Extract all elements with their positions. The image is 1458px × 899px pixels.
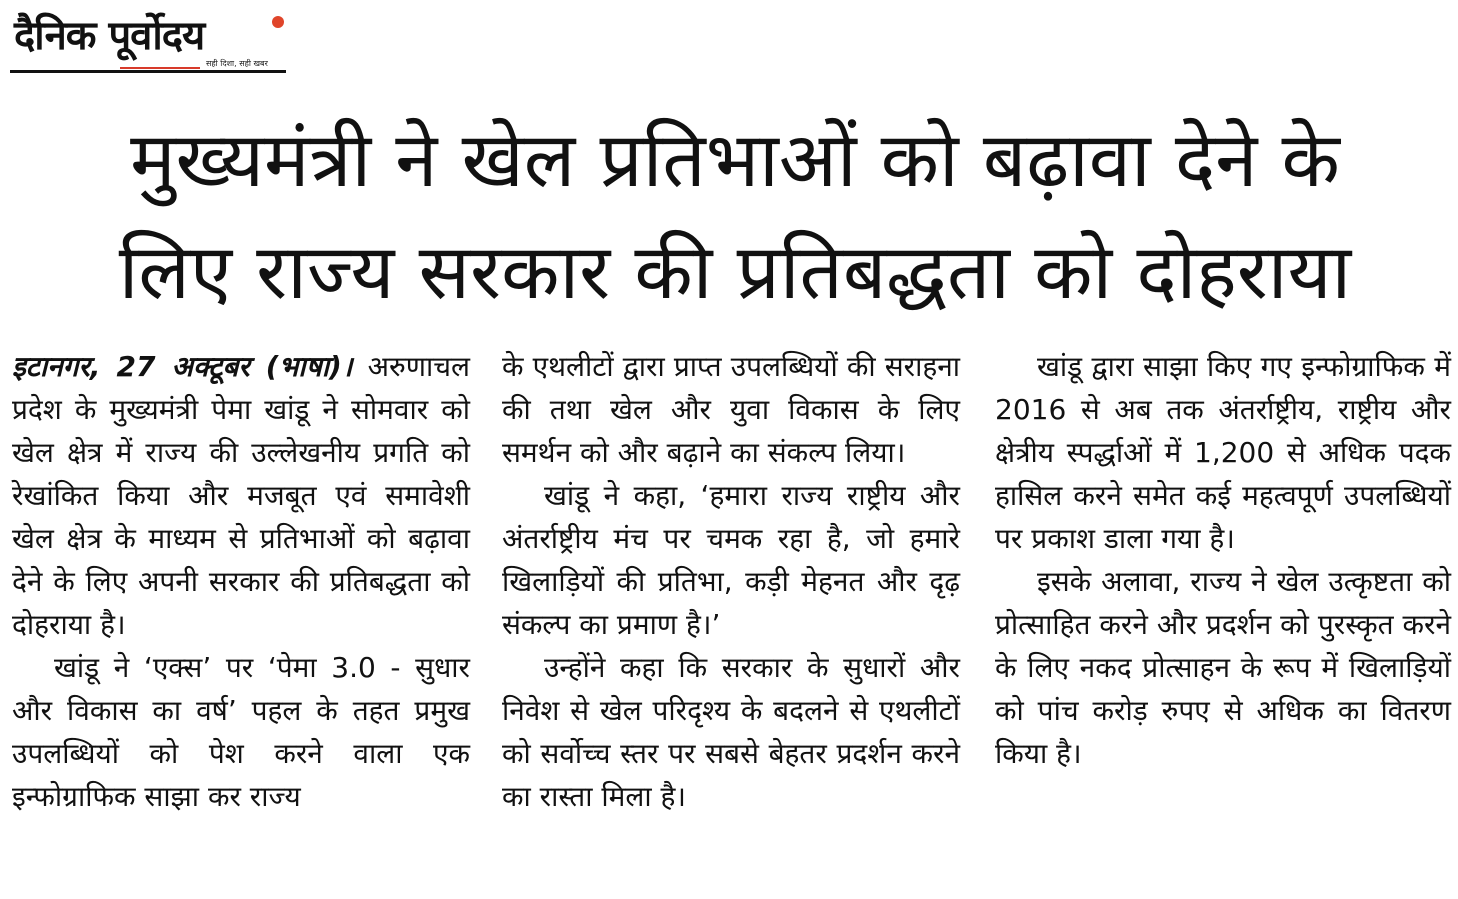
article-paragraph-6: इसके अलावा, राज्य ने खेल उत्कृष्टता को प्रोत्साहित करने और प्रदर्शन को पुरस्कृत करने के लिए नकद प्रोत्साहन के रूप में खिलाड़ियों को पांच करोड़ रुपए से अधिक का वितरण किया है।	[995, 565, 1451, 770]
masthead-accent-line	[120, 67, 200, 69]
article-paragraph-3: खांडू ने कहा, ‘हमारा राज्य राष्ट्रीय और अंतर्राष्ट्रीय मंच पर चमक रहा है, जो हमारे खिलाड़ियों की प्रतिभा, कड़ी मेहनत और दृढ़ संकल्प का प्रमाण है।’	[502, 479, 960, 641]
article-column-3	[995, 345, 1451, 775]
paragraph-text: अरुणाचल प्रदेश के मुख्यमंत्री पेमा खांडू ने सोमवार को खेल क्षेत्र में राज्य की उल्लेखनीय प्रगति को रेखांकित किया और मजबूत एवं समावेशी खेल क्षेत्र के माध्यम से प्रतिभाओं को बढ़ावा देने के लिए अपनी सरकार की प्रतिबद्धता को दोहराया है।	[12, 350, 470, 641]
article-paragraph-4: उन्होंने कहा कि सरकार के सुधारों और निवेश से खेल परिदृश्य के बदलने से एथलीटों को सर्वोच्च स्तर पर सबसे बेहतर प्रदर्शन करने का रास्ता मिला है।	[502, 651, 960, 813]
headline	[50, 104, 1420, 328]
headline-line-1: मुख्यमंत्री ने खेल प्रतिभाओं को बढ़ावा देने के	[130, 115, 1340, 204]
dateline: इटानगर, 27 अक्टूबर (भाषा)।	[12, 350, 353, 383]
article-paragraph-1	[12, 345, 470, 646]
article-column-1	[12, 345, 470, 818]
headline-line-2: लिए राज्य सरकार की प्रतिबद्धता को दोहराया	[118, 227, 1352, 316]
masthead-rule	[10, 70, 286, 73]
masthead	[10, 6, 286, 74]
article-paragraph-5: खांडू द्वारा साझा किए गए इन्फोग्राफिक में 2016 से अब तक अंतर्राष्ट्रीय, राष्ट्रीय और क्षेत्रीय स्पर्द्धाओं में 1,200 से अधिक पदक हासिल करने समेत कई महत्वपूर्ण उपलब्धियों पर प्रकाश डाला गया है।	[995, 350, 1451, 555]
masthead-tagline: सही दिशा, सही खबर	[206, 59, 268, 68]
logo-dot-icon	[272, 16, 284, 28]
article-column-2	[502, 345, 960, 818]
newspaper-logo: दैनिक पूर्वोदय	[14, 13, 205, 59]
article-paragraph-2-continued: के एथलीटों द्वारा प्राप्त उपलब्धियों की सराहना की तथा खेल और युवा विकास के लिए समर्थन को और बढ़ाने का संकल्प लिया।	[502, 350, 960, 469]
article-paragraph-2: खांडू ने ‘एक्स’ पर ‘पेमा 3.0 - सुधार और विकास का वर्ष’ पहल के तहत प्रमुख उपलब्धियों को पेश करने वाला एक इन्फोग्राफिक साझा कर राज्य	[12, 651, 470, 813]
